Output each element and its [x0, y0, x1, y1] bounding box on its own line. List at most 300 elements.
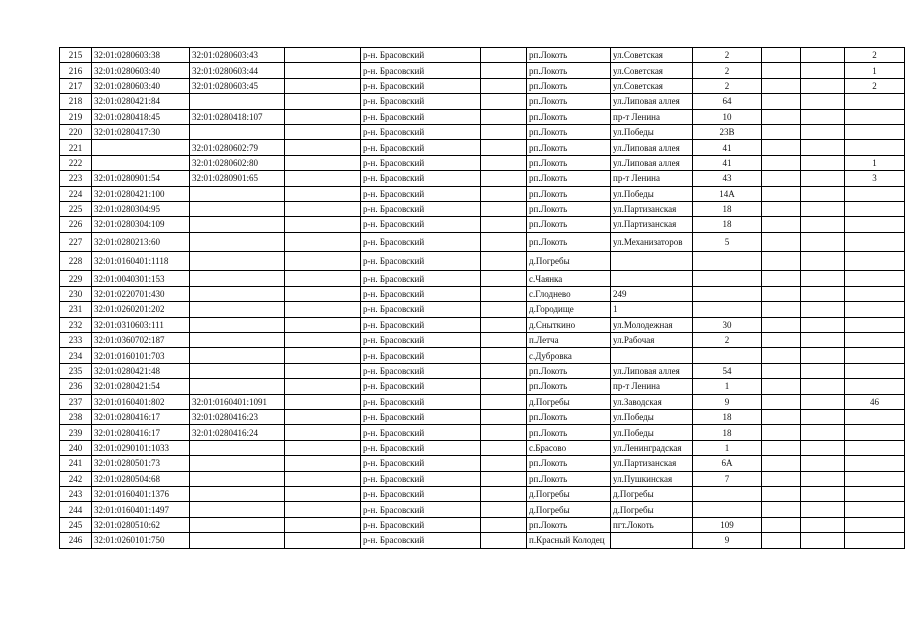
street-cell [611, 252, 693, 271]
empty-cell [801, 471, 845, 486]
district-cell: р-н. Брасовский [361, 533, 481, 548]
house-cell: 41 [693, 140, 762, 155]
cadastral-number-cell: 32:01:0310603:111 [92, 317, 190, 332]
district-cell: р-н. Брасовский [361, 486, 481, 501]
table-row [60, 155, 905, 170]
linked-cadastral-number-cell [190, 440, 285, 455]
district-cell: р-н. Брасовский [361, 471, 481, 486]
empty-cell [481, 186, 527, 201]
empty-cell [762, 363, 801, 378]
row-number-cell: 226 [60, 217, 92, 232]
empty-cell [285, 517, 361, 532]
cadastral-number-cell: 32:01:0280603:38 [92, 48, 190, 63]
empty-cell [801, 502, 845, 517]
house-cell: 6А [693, 456, 762, 471]
row-number-cell: 218 [60, 94, 92, 109]
house-cell: 41 [693, 155, 762, 170]
empty-cell [762, 409, 801, 424]
district-cell: р-н. Брасовский [361, 48, 481, 63]
apartment-cell [845, 348, 905, 363]
linked-cadastral-number-cell [190, 486, 285, 501]
house-cell [693, 348, 762, 363]
row-number-cell: 229 [60, 271, 92, 286]
settlement-cell: рп.Локоть [527, 140, 611, 155]
cadastral-number-cell: 32:01:0280421:84 [92, 94, 190, 109]
table-row [60, 379, 905, 394]
row-number-cell: 234 [60, 348, 92, 363]
row-number-cell: 231 [60, 302, 92, 317]
apartment-cell [845, 317, 905, 332]
empty-cell [762, 379, 801, 394]
apartment-cell [845, 363, 905, 378]
row-number-cell: 245 [60, 517, 92, 532]
table-row [60, 48, 905, 63]
row-number-cell: 241 [60, 456, 92, 471]
settlement-cell: д.Погребы [527, 252, 611, 271]
empty-cell [285, 502, 361, 517]
settlement-cell: рп.Локоть [527, 456, 611, 471]
empty-cell [801, 302, 845, 317]
row-number-cell: 242 [60, 471, 92, 486]
linked-cadastral-number-cell [190, 302, 285, 317]
district-cell: р-н. Брасовский [361, 78, 481, 93]
linked-cadastral-number-cell [190, 232, 285, 251]
empty-cell [801, 394, 845, 409]
row-number-cell: 221 [60, 140, 92, 155]
apartment-cell [845, 456, 905, 471]
cadastral-number-cell: 32:01:0280510:62 [92, 517, 190, 532]
district-cell: р-н. Брасовский [361, 252, 481, 271]
table-row [60, 363, 905, 378]
house-cell: 9 [693, 533, 762, 548]
cadastral-number-cell: 32:01:0280418:45 [92, 109, 190, 124]
cadastral-number-cell: 32:01:0280304:109 [92, 217, 190, 232]
linked-cadastral-number-cell: 32:01:0280603:45 [190, 78, 285, 93]
street-cell: ул.Ленинградская [611, 440, 693, 455]
table-row [60, 109, 905, 124]
table-row [60, 394, 905, 409]
house-cell: 109 [693, 517, 762, 532]
empty-cell [481, 140, 527, 155]
apartment-cell [845, 409, 905, 424]
linked-cadastral-number-cell [190, 317, 285, 332]
table-row [60, 302, 905, 317]
empty-cell [481, 286, 527, 301]
empty-cell [801, 271, 845, 286]
cadastral-number-cell [92, 140, 190, 155]
empty-cell [285, 286, 361, 301]
apartment-cell: 2 [845, 78, 905, 93]
linked-cadastral-number-cell [190, 252, 285, 271]
apartment-cell [845, 425, 905, 440]
street-cell: ул.Победы [611, 409, 693, 424]
empty-cell [762, 252, 801, 271]
apartment-cell [845, 232, 905, 251]
empty-cell [801, 379, 845, 394]
empty-cell [481, 363, 527, 378]
settlement-cell: рп.Локоть [527, 217, 611, 232]
settlement-cell: рп.Локоть [527, 155, 611, 170]
table-row [60, 425, 905, 440]
empty-cell [285, 217, 361, 232]
street-cell: ул.Победы [611, 186, 693, 201]
house-cell: 43 [693, 171, 762, 186]
empty-cell [801, 252, 845, 271]
empty-cell [762, 502, 801, 517]
registry-table [59, 47, 905, 549]
linked-cadastral-number-cell [190, 533, 285, 548]
empty-cell [481, 171, 527, 186]
street-cell: ул.Победы [611, 124, 693, 139]
house-cell: 54 [693, 363, 762, 378]
empty-cell [762, 286, 801, 301]
settlement-cell: рп.Локоть [527, 379, 611, 394]
apartment-cell [845, 186, 905, 201]
district-cell: р-н. Брасовский [361, 456, 481, 471]
settlement-cell: рп.Локоть [527, 409, 611, 424]
apartment-cell [845, 533, 905, 548]
district-cell: р-н. Брасовский [361, 271, 481, 286]
apartment-cell [845, 271, 905, 286]
row-number-cell: 217 [60, 78, 92, 93]
street-cell: пр-т Ленина [611, 109, 693, 124]
apartment-cell [845, 502, 905, 517]
district-cell: р-н. Брасовский [361, 155, 481, 170]
empty-cell [762, 271, 801, 286]
street-cell: ул.Липовая аллея [611, 140, 693, 155]
empty-cell [762, 171, 801, 186]
row-number-cell: 224 [60, 186, 92, 201]
district-cell: р-н. Брасовский [361, 502, 481, 517]
apartment-cell [845, 471, 905, 486]
linked-cadastral-number-cell: 32:01:0280416:24 [190, 425, 285, 440]
settlement-cell: с.Глодневo [527, 286, 611, 301]
district-cell: р-н. Брасовский [361, 286, 481, 301]
linked-cadastral-number-cell [190, 201, 285, 216]
table-row [60, 517, 905, 532]
district-cell: р-н. Брасовский [361, 348, 481, 363]
district-cell: р-н. Брасовский [361, 171, 481, 186]
row-number-cell: 235 [60, 363, 92, 378]
empty-cell [801, 286, 845, 301]
cadastral-number-cell: 32:01:0260101:750 [92, 533, 190, 548]
linked-cadastral-number-cell: 32:01:0280602:79 [190, 140, 285, 155]
empty-cell [481, 533, 527, 548]
street-cell: ул.Липовая аллея [611, 94, 693, 109]
empty-cell [762, 48, 801, 63]
cadastral-number-cell: 32:01:0280901:54 [92, 171, 190, 186]
cadastral-number-cell: 32:01:0280504:68 [92, 471, 190, 486]
cadastral-number-cell: 32:01:0160401:1376 [92, 486, 190, 501]
empty-cell [285, 48, 361, 63]
empty-cell [762, 124, 801, 139]
table-row [60, 78, 905, 93]
table-row [60, 63, 905, 78]
linked-cadastral-number-cell [190, 471, 285, 486]
street-cell: д.Погребы [611, 502, 693, 517]
empty-cell [285, 232, 361, 251]
row-number-cell: 244 [60, 502, 92, 517]
house-cell: 23В [693, 124, 762, 139]
cadastral-number-cell: 32:01:0360702:187 [92, 333, 190, 348]
empty-cell [801, 533, 845, 548]
cadastral-number-cell: 32:01:0290101:1033 [92, 440, 190, 455]
empty-cell [801, 63, 845, 78]
settlement-cell: с.Чаянка [527, 271, 611, 286]
empty-cell [762, 201, 801, 216]
empty-cell [481, 63, 527, 78]
house-cell: 5 [693, 232, 762, 251]
empty-cell [762, 533, 801, 548]
row-number-cell: 238 [60, 409, 92, 424]
settlement-cell: рп.Локоть [527, 124, 611, 139]
district-cell: р-н. Брасовский [361, 440, 481, 455]
apartment-cell: 1 [845, 63, 905, 78]
table-row [60, 140, 905, 155]
empty-cell [762, 394, 801, 409]
empty-cell [801, 317, 845, 332]
table-row [60, 502, 905, 517]
street-cell: ул.Рабочая [611, 333, 693, 348]
settlement-cell: д.Городище [527, 302, 611, 317]
row-number-cell: 237 [60, 394, 92, 409]
table-row [60, 440, 905, 455]
street-cell: пгт.Локоть [611, 517, 693, 532]
empty-cell [285, 456, 361, 471]
empty-cell [285, 317, 361, 332]
empty-cell [285, 379, 361, 394]
house-cell: 30 [693, 317, 762, 332]
empty-cell [481, 409, 527, 424]
empty-cell [801, 155, 845, 170]
house-cell: 18 [693, 425, 762, 440]
settlement-cell: рп.Локоть [527, 109, 611, 124]
settlement-cell: рп.Локоть [527, 201, 611, 216]
row-number-cell: 243 [60, 486, 92, 501]
cadastral-number-cell: 32:01:0160401:1118 [92, 252, 190, 271]
empty-cell [285, 394, 361, 409]
empty-cell [762, 471, 801, 486]
house-cell: 1 [693, 379, 762, 394]
linked-cadastral-number-cell [190, 517, 285, 532]
house-cell [693, 271, 762, 286]
cadastral-number-cell: 32:01:0280416:17 [92, 425, 190, 440]
apartment-cell [845, 109, 905, 124]
row-number-cell: 236 [60, 379, 92, 394]
cadastral-number-cell: 32:01:0280603:40 [92, 63, 190, 78]
street-cell: ул.Липовая аллея [611, 155, 693, 170]
empty-cell [481, 425, 527, 440]
row-number-cell: 223 [60, 171, 92, 186]
linked-cadastral-number-cell: 32:01:0280901:65 [190, 171, 285, 186]
empty-cell [801, 486, 845, 501]
linked-cadastral-number-cell: 32:01:0280418:107 [190, 109, 285, 124]
empty-cell [481, 109, 527, 124]
empty-cell [801, 140, 845, 155]
empty-cell [481, 486, 527, 501]
empty-cell [762, 517, 801, 532]
district-cell: р-н. Брасовский [361, 63, 481, 78]
district-cell: р-н. Брасовский [361, 140, 481, 155]
empty-cell [762, 63, 801, 78]
empty-cell [801, 363, 845, 378]
street-cell: ул.Заводская [611, 394, 693, 409]
empty-cell [285, 201, 361, 216]
row-number-cell: 230 [60, 286, 92, 301]
empty-cell [285, 363, 361, 378]
empty-cell [481, 333, 527, 348]
cadastral-number-cell: 32:01:0260201:202 [92, 302, 190, 317]
cadastral-number-cell: 32:01:0280417:30 [92, 124, 190, 139]
empty-cell [285, 186, 361, 201]
row-number-cell: 219 [60, 109, 92, 124]
empty-cell [762, 456, 801, 471]
house-cell [693, 502, 762, 517]
table-row [60, 317, 905, 332]
linked-cadastral-number-cell [190, 94, 285, 109]
empty-cell [285, 425, 361, 440]
cadastral-number-cell: 32:01:0280421:54 [92, 379, 190, 394]
settlement-cell: д.Сныткино [527, 317, 611, 332]
settlement-cell: рп.Локоть [527, 48, 611, 63]
cadastral-number-cell: 32:01:0280421:100 [92, 186, 190, 201]
row-number-cell: 215 [60, 48, 92, 63]
apartment-cell [845, 217, 905, 232]
empty-cell [481, 252, 527, 271]
district-cell: р-н. Брасовский [361, 232, 481, 251]
house-cell: 10 [693, 109, 762, 124]
table-row [60, 348, 905, 363]
empty-cell [481, 456, 527, 471]
empty-cell [481, 317, 527, 332]
table-row [60, 186, 905, 201]
empty-cell [762, 425, 801, 440]
row-number-cell: 233 [60, 333, 92, 348]
empty-cell [801, 348, 845, 363]
street-cell: ул.Молодежная [611, 317, 693, 332]
empty-cell [762, 155, 801, 170]
table-row [60, 333, 905, 348]
empty-cell [762, 348, 801, 363]
apartment-cell [845, 486, 905, 501]
linked-cadastral-number-cell [190, 348, 285, 363]
empty-cell [481, 232, 527, 251]
linked-cadastral-number-cell: 32:01:0280603:43 [190, 48, 285, 63]
house-cell: 9 [693, 394, 762, 409]
house-cell [693, 302, 762, 317]
district-cell: р-н. Брасовский [361, 201, 481, 216]
district-cell: р-н. Брасовский [361, 124, 481, 139]
empty-cell [481, 217, 527, 232]
street-cell: ул.Советская [611, 63, 693, 78]
empty-cell [481, 302, 527, 317]
street-cell: ул.Липовая аллея [611, 363, 693, 378]
cadastral-number-cell: 32:01:0280304:95 [92, 201, 190, 216]
empty-cell [285, 63, 361, 78]
house-cell [693, 486, 762, 501]
street-cell: ул.Партизанская [611, 456, 693, 471]
registry-rows [60, 48, 905, 549]
empty-cell [285, 109, 361, 124]
empty-cell [801, 78, 845, 93]
empty-cell [762, 333, 801, 348]
district-cell: р-н. Брасовский [361, 94, 481, 109]
cadastral-number-cell: 32:01:0220701:430 [92, 286, 190, 301]
street-cell: ул.Механизаторов [611, 232, 693, 251]
linked-cadastral-number-cell [190, 379, 285, 394]
empty-cell [801, 456, 845, 471]
district-cell: р-н. Брасовский [361, 317, 481, 332]
empty-cell [762, 486, 801, 501]
district-cell: р-н. Брасовский [361, 517, 481, 532]
apartment-cell [845, 94, 905, 109]
linked-cadastral-number-cell [190, 363, 285, 378]
apartment-cell: 1 [845, 155, 905, 170]
apartment-cell [845, 286, 905, 301]
empty-cell [801, 333, 845, 348]
empty-cell [285, 171, 361, 186]
empty-cell [762, 217, 801, 232]
linked-cadastral-number-cell [190, 217, 285, 232]
settlement-cell: рп.Локоть [527, 78, 611, 93]
empty-cell [801, 94, 845, 109]
empty-cell [801, 409, 845, 424]
linked-cadastral-number-cell [190, 271, 285, 286]
street-cell: ул.Партизанская [611, 201, 693, 216]
empty-cell [285, 124, 361, 139]
table-row [60, 533, 905, 548]
row-number-cell: 222 [60, 155, 92, 170]
district-cell: р-н. Брасовский [361, 379, 481, 394]
empty-cell [285, 140, 361, 155]
street-cell: ул.Советская [611, 48, 693, 63]
house-cell: 2 [693, 48, 762, 63]
cadastral-number-cell [92, 155, 190, 170]
empty-cell [762, 186, 801, 201]
house-cell [693, 286, 762, 301]
apartment-cell [845, 333, 905, 348]
row-number-cell: 246 [60, 533, 92, 548]
empty-cell [481, 348, 527, 363]
row-number-cell: 220 [60, 124, 92, 139]
apartment-cell [845, 201, 905, 216]
cadastral-number-cell: 32:01:0160401:802 [92, 394, 190, 409]
settlement-cell: рп.Локоть [527, 171, 611, 186]
street-cell [611, 348, 693, 363]
house-cell: 1 [693, 440, 762, 455]
empty-cell [285, 471, 361, 486]
empty-cell [801, 124, 845, 139]
linked-cadastral-number-cell: 32:01:0160401:1091 [190, 394, 285, 409]
row-number-cell: 228 [60, 252, 92, 271]
row-number-cell: 239 [60, 425, 92, 440]
street-cell: 249 [611, 286, 693, 301]
apartment-cell [845, 252, 905, 271]
row-number-cell: 227 [60, 232, 92, 251]
empty-cell [801, 171, 845, 186]
empty-cell [762, 94, 801, 109]
street-cell: пр-т Ленина [611, 379, 693, 394]
street-cell: ул.Партизанская [611, 217, 693, 232]
district-cell: р-н. Брасовский [361, 425, 481, 440]
settlement-cell: п.Красный Колодец [527, 533, 611, 548]
empty-cell [285, 409, 361, 424]
house-cell: 2 [693, 333, 762, 348]
apartment-cell [845, 440, 905, 455]
house-cell [693, 252, 762, 271]
empty-cell [285, 333, 361, 348]
street-cell [611, 533, 693, 548]
